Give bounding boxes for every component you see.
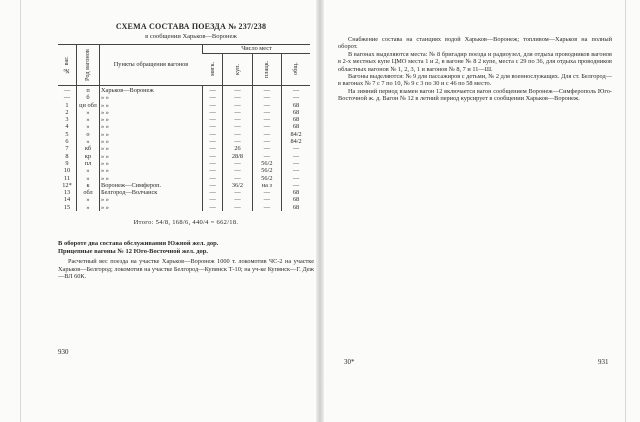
route-cell: » » <box>100 109 203 116</box>
car-no-cell: 3 <box>65 116 69 124</box>
rotation-heading-line1: В обороте два состава обслуживания Южной жел. дор. <box>58 240 219 248</box>
total-line: Итого: 54/8, 168/6, 440/4 = 662/18. <box>133 219 239 227</box>
compartment-cell: — <box>223 196 252 203</box>
compartment-cell: — <box>223 131 252 138</box>
common-cell: — <box>282 86 310 95</box>
table-row <box>58 160 310 167</box>
table-row <box>58 153 310 160</box>
car-no-cell: 4 <box>65 123 69 131</box>
common-cell: 68 <box>282 116 310 123</box>
header-car-type: Род вагонов <box>84 49 92 81</box>
soft-cell: — <box>203 145 223 152</box>
common-cell: 84/2 <box>282 138 310 145</box>
car-no-cell: 7 <box>65 145 69 153</box>
car-type-cell: пл <box>77 160 100 167</box>
route-cell: » » <box>100 196 203 203</box>
table-row <box>58 94 310 101</box>
platz-cell: — <box>252 123 281 130</box>
allocation-paragraph: В вагонах выделяются места: № 8 бригадир поезда и радиоузел, для отдыха проводников вагонов в 2-х местных купе ЦМО места 1 и 2, в вагоне № 8 2 купе, места с 29 по 36, для отдыха проводников областных вагонов № 1, 2, 3, 1 и вагонов № 8, 7 и 11—Ш. <box>338 50 612 73</box>
car-type-cell: » <box>77 109 100 116</box>
route-cell: Харьков—Воронеж <box>100 86 203 95</box>
platz-cell: — <box>252 109 281 116</box>
scan-edge-right <box>625 0 626 422</box>
train-composition-table <box>58 44 310 211</box>
page-number-right: 931 <box>598 358 609 366</box>
car-no-cell: 12* <box>62 181 72 189</box>
platz-cell: — <box>252 102 281 109</box>
route-cell: Воронеж—Симфероп. <box>100 182 203 189</box>
table-row <box>58 138 310 145</box>
schedule-title: СХЕМА СОСТАВА ПОЕЗДА № 237/238 <box>115 22 267 31</box>
compartment-cell: 36/2 <box>223 182 252 189</box>
rotation-heading <box>58 240 314 256</box>
compartment-cell: — <box>223 102 252 109</box>
platz-cell: — <box>252 138 281 145</box>
soft-cell: — <box>203 204 223 211</box>
compartment-cell: — <box>223 123 252 130</box>
car-type-cell: обл <box>77 189 100 196</box>
platz-cell: — <box>252 131 281 138</box>
car-no-cell: 10 <box>63 167 71 175</box>
car-type-cell: » <box>77 175 100 182</box>
common-cell: 68 <box>282 196 310 203</box>
car-type-cell: кр <box>77 153 100 160</box>
platz-cell: — <box>252 86 281 95</box>
platz-cell: — <box>252 94 281 101</box>
car-type-cell: » <box>77 123 100 130</box>
supply-paragraph: Снабжение состава на станциях водой Харьков—Воронеж; топливом—Харьков на полный оборот. <box>338 36 612 51</box>
car-no-cell: 9 <box>65 159 69 167</box>
header-car-no: № ваг. <box>63 56 71 74</box>
common-cell: 68 <box>282 123 310 130</box>
car-no-cell: 13 <box>63 189 71 197</box>
page-number-left: 930 <box>58 348 69 356</box>
common-cell: — <box>282 175 310 182</box>
car-type-cell: п <box>77 86 100 95</box>
common-cell: — <box>282 160 310 167</box>
platz-cell: — <box>252 204 281 211</box>
table-row <box>58 131 310 138</box>
car-no-cell: 1 <box>65 101 69 109</box>
route-cell: » » <box>100 160 203 167</box>
common-cell: 68 <box>282 109 310 116</box>
platz-cell: — <box>252 196 281 203</box>
compartment-cell: 28/8 <box>223 153 252 160</box>
car-type-cell: » <box>77 167 100 174</box>
common-cell: — <box>282 167 310 174</box>
common-cell: — <box>282 153 310 160</box>
platz-cell: 56/2 <box>252 175 281 182</box>
route-cell: » » <box>100 123 203 130</box>
rotation-heading-line2: Прицепные вагоны № 12 Юго-Восточной жел. дор. <box>58 248 209 256</box>
compartment-cell: — <box>223 138 252 145</box>
common-cell: — <box>282 182 310 189</box>
header-common: общ. <box>292 62 300 76</box>
common-cell: 68 <box>282 102 310 109</box>
table-row <box>58 182 310 189</box>
route-cell: » » <box>100 204 203 211</box>
soft-cell: — <box>203 160 223 167</box>
weight-paragraph: Расчетный вес поезда на участке Харьков—Воронеж 1000 т. локомотив ЧС-2 на участке Харьков—Белгород; локомотив на участке Белгород—Купянск Т-10; на уч-ке Купянск—Г. Деж—ВЛ 60К. <box>58 258 314 281</box>
table-row <box>58 167 310 174</box>
car-type-cell: » <box>77 116 100 123</box>
soft-cell: — <box>203 175 223 182</box>
car-no-cell: 14 <box>63 196 71 204</box>
table-row <box>58 189 310 196</box>
table-row <box>58 86 310 95</box>
header-compartment: куп. <box>233 63 241 75</box>
header-route: Пункты обращения вагонов <box>100 45 203 86</box>
table-row <box>58 175 310 182</box>
soft-cell: — <box>203 189 223 196</box>
compartment-cell: 26 <box>223 145 252 152</box>
schedule-subtitle: в сообщении Харьков—Воронеж <box>145 33 237 40</box>
platz-cell: 56/2 <box>252 167 281 174</box>
soft-cell: — <box>203 196 223 203</box>
soft-cell: — <box>203 109 223 116</box>
compartment-cell: — <box>223 189 252 196</box>
car-type-cell: кб <box>77 145 100 152</box>
soft-cell: — <box>203 138 223 145</box>
route-cell: » » <box>100 167 203 174</box>
book-gutter <box>316 0 324 422</box>
compartment-cell: — <box>223 160 252 167</box>
car-type-cell: » <box>77 204 100 211</box>
car-type-cell: к <box>77 182 100 189</box>
car-type-cell: о <box>77 131 100 138</box>
car-no-cell: 15 <box>63 203 71 211</box>
soft-cell: — <box>203 153 223 160</box>
scan-edge-left <box>20 0 21 422</box>
common-cell: — <box>282 145 310 152</box>
compartment-cell: — <box>223 94 252 101</box>
table-row <box>58 109 310 116</box>
route-cell: » » <box>100 131 203 138</box>
car-no-cell: — <box>63 87 71 94</box>
header-platz: плацк. <box>263 60 271 78</box>
special-cars-paragraph: Вагоны выделяются: № 9 для пассажиров с детьми, № 2 для военнослужащих. Для ст. Белгород—в вагонах № 7 с 7 по 10, № 9 с 3 по 30 и с 46 по 58 место. <box>338 73 612 88</box>
route-cell: Белгород—Волчанск <box>100 189 203 196</box>
car-type-cell: цн обл <box>77 102 100 109</box>
car-no-cell: 2 <box>65 108 69 116</box>
signature-mark: 30* <box>344 358 355 366</box>
car-type-cell: б <box>77 94 100 101</box>
compartment-cell: — <box>223 86 252 95</box>
car-no-cell: 11 <box>63 174 71 182</box>
route-cell: » » <box>100 175 203 182</box>
table-row <box>58 204 310 211</box>
platz-cell: на з <box>252 182 281 189</box>
header-seats: Число мест <box>203 45 311 54</box>
soft-cell: — <box>203 94 223 101</box>
soft-cell: — <box>203 123 223 130</box>
table-row <box>58 116 310 123</box>
common-cell: — <box>282 94 310 101</box>
soft-cell: — <box>203 86 223 95</box>
header-soft: мягк. <box>208 62 216 77</box>
car-type-cell: » <box>77 138 100 145</box>
platz-cell: — <box>252 116 281 123</box>
table-row <box>58 123 310 130</box>
route-cell: » » <box>100 138 203 145</box>
platz-cell: — <box>252 145 281 152</box>
compartment-cell: — <box>223 167 252 174</box>
route-cell: » » <box>100 94 203 101</box>
table-row <box>58 102 310 109</box>
soft-cell: — <box>203 182 223 189</box>
platz-cell: 56/2 <box>252 160 281 167</box>
car-type-cell: » <box>77 196 100 203</box>
route-cell: » » <box>100 102 203 109</box>
route-cell: » » <box>100 153 203 160</box>
table-row <box>58 196 310 203</box>
right-page <box>338 36 612 103</box>
car-no-cell: — <box>63 94 71 102</box>
route-cell: » » <box>100 116 203 123</box>
car-no-cell: 5 <box>65 130 69 138</box>
car-no-cell: 6 <box>65 138 69 146</box>
soft-cell: — <box>203 102 223 109</box>
car-no-cell: 8 <box>65 152 69 160</box>
soft-cell: — <box>203 131 223 138</box>
compartment-cell: — <box>223 175 252 182</box>
soft-cell: — <box>203 116 223 123</box>
route-cell: » » <box>100 145 203 152</box>
platz-cell: — <box>252 153 281 160</box>
soft-cell: — <box>203 167 223 174</box>
common-cell: 68 <box>282 204 310 211</box>
left-page <box>58 22 314 281</box>
common-cell: 68 <box>282 189 310 196</box>
platz-cell: — <box>252 189 281 196</box>
table-row <box>58 145 310 152</box>
compartment-cell: — <box>223 116 252 123</box>
winter-paragraph: На зимний период взамен вагон 12 включается вагон сообщением Воронеж—Симферополь Юго-Восточной ж. д. Вагон № 12 в летний период курсирует в сообщении Харьков—Воронеж. <box>338 87 612 103</box>
compartment-cell: — <box>223 109 252 116</box>
compartment-cell: — <box>223 204 252 211</box>
common-cell: 84/2 <box>282 131 310 138</box>
